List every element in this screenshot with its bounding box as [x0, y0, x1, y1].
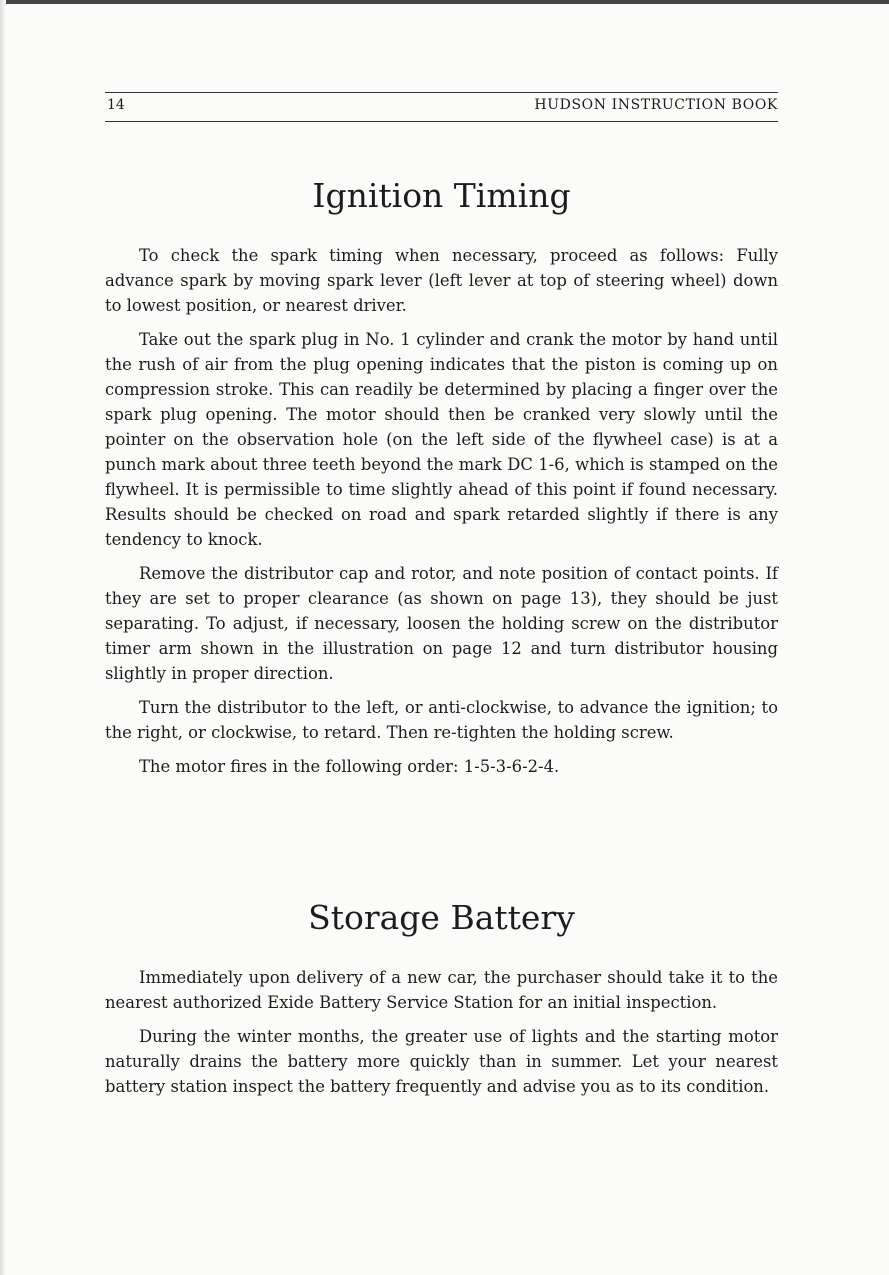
paragraph: The motor fires in the following order: 1-5-3-6-2-4.	[139, 757, 560, 776]
section-body-ignition-timing	[105, 243, 778, 788]
section-title-ignition-timing: Ignition Timing	[312, 176, 571, 215]
paragraph: To check the spark timing when necessary, proceed as follows: Fully advance spark by moving spark lever (left lever at top of steering wheel) down to lowest position, or nearest driver.	[105, 246, 778, 315]
running-title: HUDSON INSTRUCTION BOOK	[534, 97, 778, 113]
paragraph: During the winter months, the greater use of lights and the starting motor naturally drains the battery more quickly than in summer. Let your nearest battery station inspect the battery frequently and advise you as to its condition.	[105, 1027, 778, 1096]
page-number: 14	[107, 97, 125, 113]
page-binding-shadow	[0, 0, 6, 1275]
section-title-storage-battery: Storage Battery	[308, 898, 575, 937]
paragraph: Take out the spark plug in No. 1 cylinder and crank the motor by hand until the rush of air from the plug opening indicates that the piston is coming up on compression stroke. This can readily be determined by placing a finger over the spark plug opening. The motor should then be cranked very slowly until the pointer on the observation hole (on the left side of the flywheel case) is at a punch mark about three teeth beyond the mark DC 1-6, which is stamped on the flywheel. It is permissible to time slightly ahead of this point if found necessary. Results should be checked on road and spark retarded slightly if there is any tendency to knock.	[105, 330, 778, 549]
paragraph: Immediately upon delivery of a new car, the purchaser should take it to the nearest authorized Exide Battery Service Station for an initial inspection.	[105, 968, 778, 1012]
paragraph: Turn the distributor to the left, or anti-clockwise, to advance the ignition; to the right, or clockwise, to retard. Then re-tighten the holding screw.	[105, 698, 778, 742]
page-header	[105, 92, 778, 122]
scan-edge	[0, 0, 889, 4]
section-body-storage-battery	[105, 965, 778, 1108]
paragraph: Remove the distributor cap and rotor, and note position of contact points. If they are set to proper clearance (as shown on page 13), they should be just separating. To adjust, if necessary, loosen the holding screw on the distributor timer arm shown in the illustration on page 12 and turn distributor housing slightly in proper direction.	[105, 564, 778, 683]
